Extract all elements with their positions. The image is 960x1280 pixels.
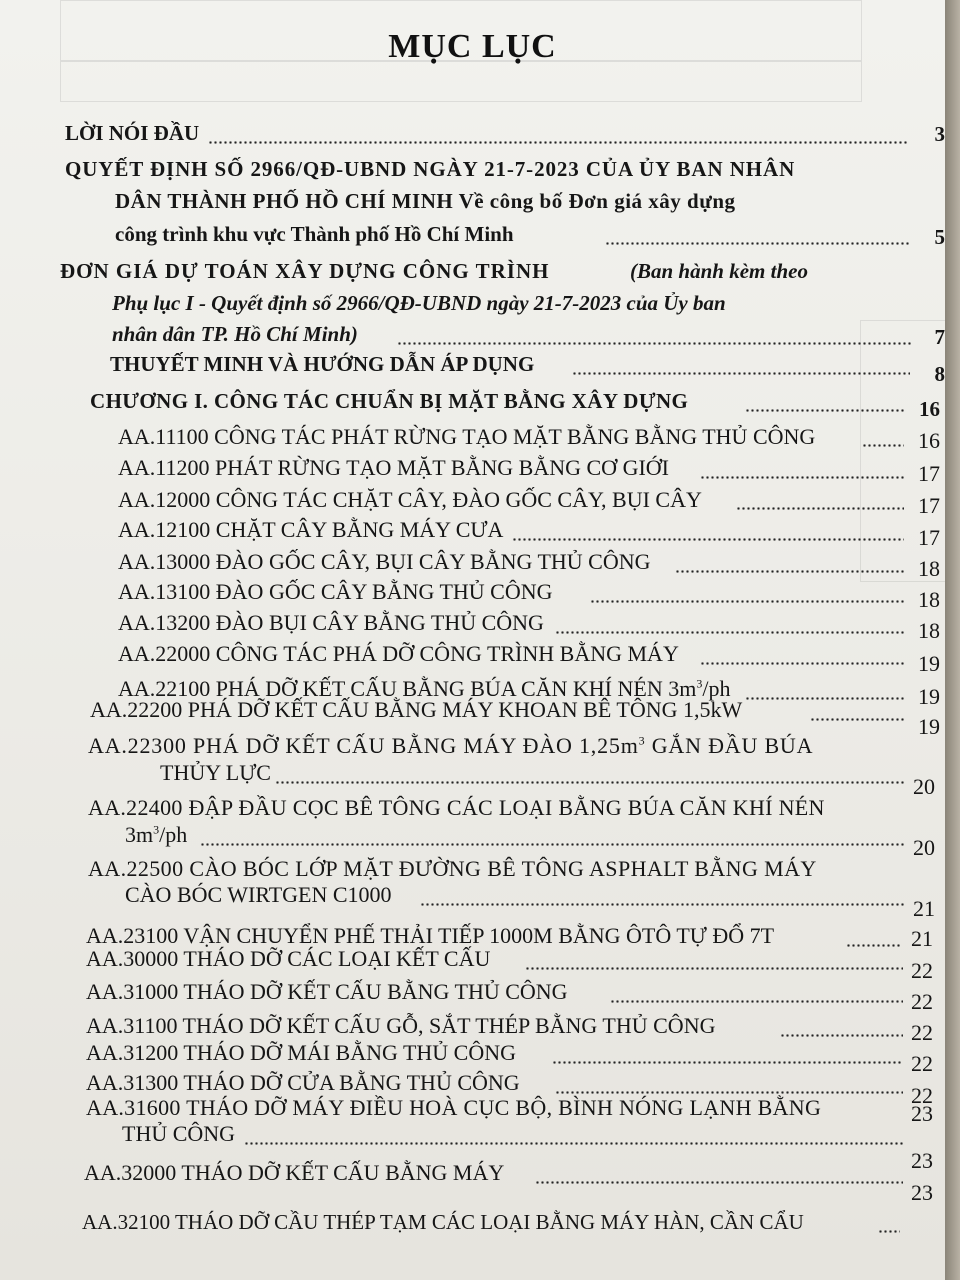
leader-dots xyxy=(700,476,905,479)
leader-dots xyxy=(244,1142,904,1145)
leader-dots xyxy=(862,444,904,447)
page-number: 18 xyxy=(918,587,940,612)
leader-dots xyxy=(700,662,905,665)
page-number: 16 xyxy=(918,428,940,453)
toc-entry-title-line-2: CÀO BÓC WIRTGEN C1000 xyxy=(125,882,392,907)
leader-dots xyxy=(572,372,910,375)
toc-entry-title: AA.30000 THÁO DỠ CÁC LOẠI KẾT CẤU xyxy=(86,946,491,971)
page-number: 16 xyxy=(919,397,940,421)
leader-dots xyxy=(275,781,905,784)
toc-entry-title-line-1: QUYẾT ĐỊNH SỐ 2966/QĐ-UBND NGÀY 21-7-2023 CỦA ỦY BAN NHÂN xyxy=(65,157,796,181)
leader-dots xyxy=(552,1061,903,1064)
page-number: 5 xyxy=(934,225,945,249)
page-number: 17 xyxy=(918,461,940,486)
toc-entry-title: AA.11200 PHÁT RỪNG TẠO MẶT BẰNG BẰNG CƠ GIỚI xyxy=(118,455,669,480)
page-number: 23 xyxy=(911,1180,933,1205)
toc-entry-title: AA.31200 THÁO DỠ MÁI BẰNG THỦ CÔNG xyxy=(86,1040,517,1065)
toc-entry-title: AA.13100 ĐÀO GỐC CÂY BẰNG THỦ CÔNG xyxy=(118,579,553,604)
toc-entry-title-line-2: DÂN THÀNH PHỐ HỒ CHÍ MINH Về công bố Đơn giá xây dựng xyxy=(115,189,736,213)
leader-dots xyxy=(675,570,905,573)
leader-dots xyxy=(420,903,905,906)
leader-dots xyxy=(200,843,905,846)
leader-dots xyxy=(397,342,912,345)
page-number: 22 xyxy=(911,1051,933,1076)
page-number: 3 xyxy=(934,122,945,146)
toc-entry-title: LỜI NÓI ĐẦU xyxy=(65,121,200,145)
toc-entry-title: AA.22100 PHÁ DỠ KẾT CẤU BẰNG BÚA CĂN KHÍ NÉN $3m^3/ph$ xyxy=(118,676,731,701)
page-number: 22 xyxy=(911,989,933,1014)
leader-dots xyxy=(512,538,904,541)
leader-dots xyxy=(605,242,910,245)
page-number: 19 xyxy=(918,684,940,709)
page-number: 7 xyxy=(934,325,945,349)
page-number: 22 xyxy=(911,1083,933,1108)
toc-entry-title: THUYẾT MINH VÀ HƯỚNG DẪN ÁP DỤNG xyxy=(110,352,535,376)
page-number: 8 xyxy=(934,362,945,386)
leader-dots xyxy=(745,697,905,700)
page-number: 17 xyxy=(918,525,940,550)
page-number: 23 xyxy=(911,1148,933,1173)
toc-entry-title-line-1: AA.22500 CÀO BÓC LỚP MẶT ĐƯỜNG BÊ TÔNG ASPHALT BẰNG MÁY xyxy=(88,856,817,881)
page-number: 20 xyxy=(913,774,935,799)
leader-dots xyxy=(590,600,905,603)
leader-dots xyxy=(555,631,905,634)
toc-entry-title: AA.31300 THÁO DỠ CỬA BẰNG THỦ CÔNG xyxy=(86,1070,520,1095)
toc-entry-title: AA.13200 ĐÀO BỤI CÂY BẰNG THỦ CÔNG xyxy=(118,610,544,635)
toc-entry-title: AA.13000 ĐÀO GỐC CÂY, BỤI CÂY BẰNG THỦ CÔNG xyxy=(118,549,651,574)
toc-entry-subtitle: (Ban hành kèm theo xyxy=(630,259,808,283)
toc-entry-title-line-1: AA.22300 PHÁ DỠ KẾT CẤU BẰNG MÁY ĐÀO $1,25m^3$ GẮN ĐẦU BÚA xyxy=(88,733,814,758)
page-number: 20 xyxy=(913,835,935,860)
toc-entry-title-line-2: THỦY LỰC xyxy=(160,760,271,785)
page-number: 19 xyxy=(918,714,940,739)
toc-entry-title: AA.22200 PHÁ DỠ KẾT CẤU BẰNG MÁY KHOAN BÊ TÔNG 1,5kW xyxy=(90,697,743,722)
leader-dots xyxy=(780,1034,903,1037)
toc-entry-title: AA.12100 CHẶT CÂY BẰNG MÁY CƯA xyxy=(118,517,504,542)
leader-dots xyxy=(810,718,905,721)
page-number: 21 xyxy=(913,896,935,921)
leader-dots xyxy=(736,507,904,510)
leader-dots xyxy=(878,1230,900,1233)
toc-entry-title: AA.32100 THÁO DỠ CẦU THÉP TẠM CÁC LOẠI BẰNG MÁY HÀN, CẦN CẨU xyxy=(82,1210,804,1234)
toc-entry-title-line-3: công trình khu vực Thành phố Hồ Chí Minh xyxy=(115,222,514,246)
page-number: 22 xyxy=(911,1020,933,1045)
toc-entry-title-line-2: $3m^3/ph$ xyxy=(125,822,188,847)
toc-entry-title-line-3: nhân dân TP. Hồ Chí Minh) xyxy=(112,322,358,346)
toc-entry-title: AA.31100 THÁO DỠ KẾT CẤU GỖ, SẮT THÉP BẰNG THỦ CÔNG xyxy=(86,1013,716,1038)
toc-entry-title: CHƯƠNG I. CÔNG TÁC CHUẨN BỊ MẶT BẰNG XÂY DỰNG xyxy=(90,389,689,413)
page-number: 18 xyxy=(918,556,940,581)
leader-dots xyxy=(535,1181,903,1184)
leader-dots xyxy=(555,1091,903,1094)
page-title: MỤC LỤC xyxy=(388,28,557,65)
toc-entry-title: AA.12000 CÔNG TÁC CHẶT CÂY, ĐÀO GỐC CÂY, BỤI CÂY xyxy=(118,487,702,512)
toc-entry-title-line-1: AA.31600 THÁO DỠ MÁY ĐIỀU HOÀ CỤC BỘ, BÌNH NÓNG LẠNH BẰNG xyxy=(86,1095,822,1120)
leader-dots xyxy=(610,1000,903,1003)
toc-entry-title: AA.11100 CÔNG TÁC PHÁT RỪNG TẠO MẶT BẰNG BẰNG THỦ CÔNG xyxy=(118,424,816,449)
page-number: 18 xyxy=(918,618,940,643)
book-spine-edge xyxy=(945,0,960,1280)
leader-dots xyxy=(525,967,903,970)
page-number: 17 xyxy=(918,493,940,518)
page-number: 19 xyxy=(918,651,940,676)
toc-entry-title: AA.23100 VẬN CHUYỂN PHẾ THẢI TIẾP 1000M BẰNG ÔTÔ TỰ ĐỔ 7T xyxy=(86,923,775,948)
toc-entry-title-line-1: ĐƠN GIÁ DỰ TOÁN XÂY DỰNG CÔNG TRÌNH xyxy=(60,259,550,283)
leader-dots xyxy=(745,409,905,412)
page-number: 23 xyxy=(911,1101,933,1126)
toc-entry-title: AA.32000 THÁO DỠ KẾT CẤU BẰNG MÁY xyxy=(84,1160,505,1185)
toc-entry-title: AA.31000 THÁO DỠ KẾT CẤU BẰNG THỦ CÔNG xyxy=(86,979,568,1004)
toc-entry-title: AA.22000 CÔNG TÁC PHÁ DỠ CÔNG TRÌNH BẰNG MÁY xyxy=(118,641,679,666)
leader-dots xyxy=(208,141,908,144)
page-number: 21 xyxy=(911,926,933,951)
toc-entry-title-line-1: AA.22400 ĐẬP ĐẦU CỌC BÊ TÔNG CÁC LOẠI BẰNG BÚA CĂN KHÍ NÉN xyxy=(88,795,825,820)
page-number: 22 xyxy=(911,958,933,983)
toc-entry-title-line-2: THỦ CÔNG xyxy=(122,1121,236,1146)
toc-entry-title-line-2: Phụ lục I - Quyết định số 2966/QĐ-UBND ngày 21-7-2023 của Ủy ban xyxy=(112,291,726,315)
